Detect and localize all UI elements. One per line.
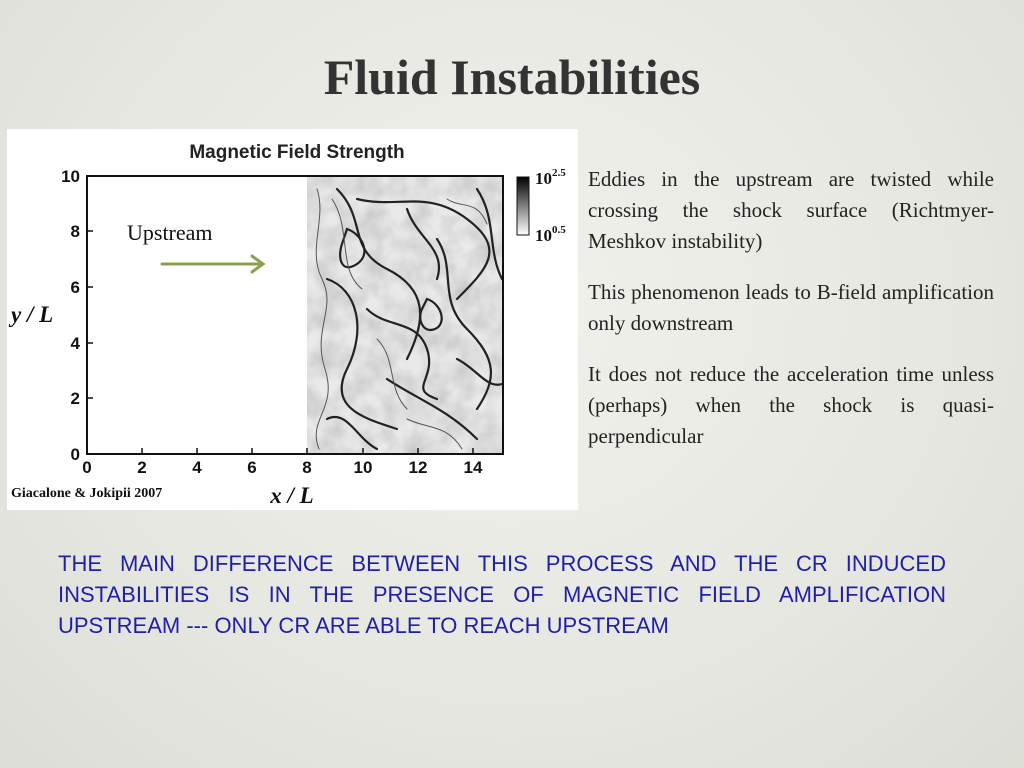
upstream-arrow-icon: [162, 256, 263, 272]
y-axis-label: y / L: [11, 302, 54, 327]
x-tick-label: 12: [408, 458, 428, 477]
y-tick-label: 4: [70, 334, 80, 353]
bullet-item: This phenomenon leads to B-field amplification only downstream: [588, 280, 994, 335]
y-tick-label: 8: [70, 222, 80, 241]
figure-title: Magnetic Field Strength: [189, 142, 405, 163]
upstream-label: Upstream: [127, 220, 213, 245]
figure-citation: Giacalone & Jokipii 2007: [11, 486, 163, 501]
x-tick-label: 4: [192, 458, 202, 477]
x-tick-label: 8: [302, 458, 312, 477]
x-tick-label: 0: [82, 458, 92, 477]
turbulence-field: [307, 176, 507, 454]
y-tick-label: 6: [70, 278, 80, 297]
colorbar-min-label: $10^{0.5}$: [535, 224, 566, 245]
x-tick-label: 14: [463, 458, 483, 477]
y-tick-label: 2: [70, 389, 80, 408]
magnetic-field-figure: [7, 129, 578, 510]
colorbar: [517, 177, 529, 235]
bullet-item: It does not reduce the acceleration time unless (perhaps) when the shock is quasi-perpendicular: [588, 362, 994, 448]
bullet-item: Eddies in the upstream are twisted while crossing the shock surface (Richtmyer-Meshkov instability): [588, 167, 994, 253]
y-tick-label: 0: [70, 445, 80, 464]
x-tick-label: 6: [247, 458, 257, 477]
bullet-list: [588, 164, 994, 472]
x-tick-label: 2: [137, 458, 147, 477]
x-axis-label: x / L: [270, 483, 314, 508]
field-plot: [7, 129, 578, 510]
colorbar-max-label: $10^{2.5}$: [535, 167, 566, 188]
footer-statement: THE MAIN DIFFERENCE BETWEEN THIS PROCESS AND THE CR INDUCED INSTABILITIES IS IN THE PRESENCE OF MAGNETIC FIELD AMPLIFICATION UPSTREAM --- ONLY CR ARE ABLE TO REACH UPSTREAM: [58, 551, 946, 638]
x-tick-label: 10: [353, 458, 373, 477]
y-tick-label: 10: [61, 167, 80, 186]
slide-title: Fluid Instabilities: [323, 49, 701, 105]
